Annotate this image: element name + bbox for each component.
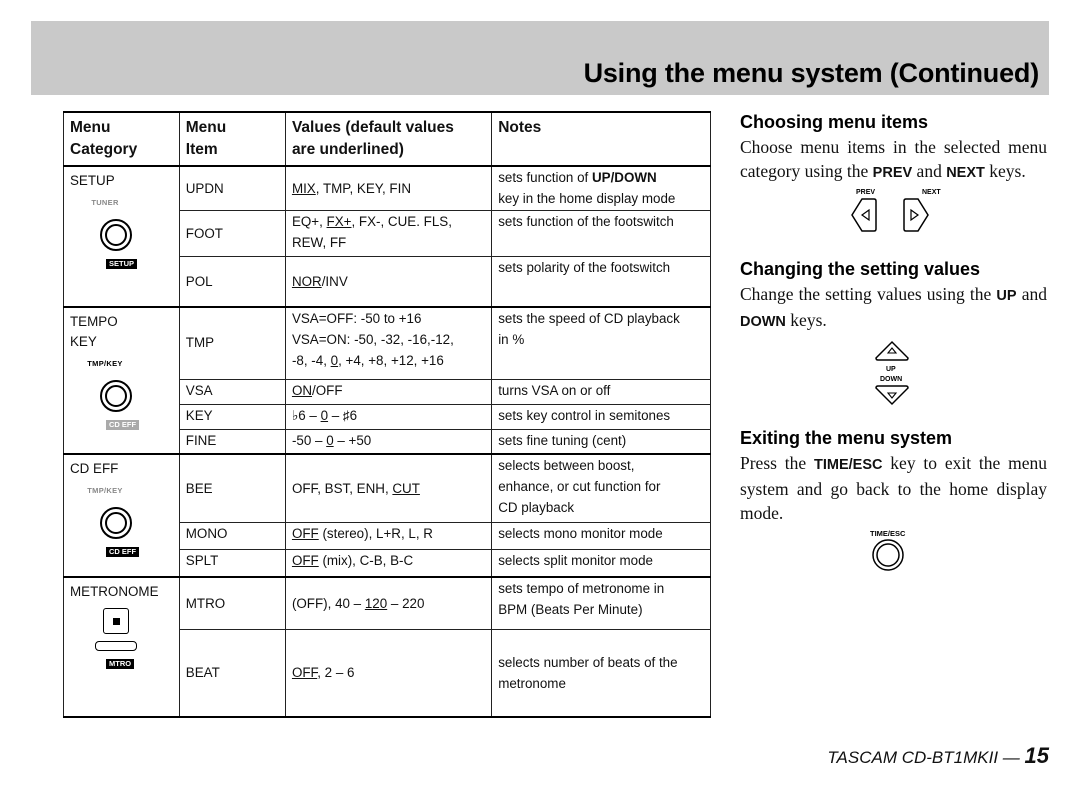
down-label: DOWN [880, 376, 903, 383]
header-bar [31, 21, 1049, 95]
value-bee: OFF, BST, ENH, CUT [285, 454, 491, 522]
metronome-bar-icon [95, 641, 137, 651]
prev-label: PREV [856, 189, 876, 196]
time-esc-button-icon [860, 527, 930, 583]
item-mono: MONO [179, 522, 285, 549]
value-vsa: ON/OFF [285, 379, 491, 404]
value-key: ♭6 – 0 – ♯6 [285, 404, 491, 429]
item-mtro: MTRO [179, 577, 285, 629]
tmp-key-caption-gray: TMP/KEY [87, 486, 123, 495]
note-pol: sets polarity of the footswitch [492, 256, 711, 307]
tmp-key-knob-icon [100, 380, 132, 412]
note-bee: selects between boost, enhance, or cut function for CD playback [492, 454, 711, 522]
table-row [64, 577, 711, 629]
exiting-heading: Exiting the menu system [740, 428, 953, 448]
choosing-heading: Choosing menu items [740, 112, 929, 132]
note-mtro: sets tempo of metronome in BPM (Beats Per Minute) [492, 577, 711, 629]
item-splt: SPLT [179, 549, 285, 577]
note-mono: selects mono monitor mode [492, 522, 711, 549]
choosing-text: Choose menu items in the selected menu category using the PREV and NEXT keys. [740, 137, 1047, 181]
menu-table [63, 111, 711, 718]
value-mtro: (OFF), 40 – 120 – 220 [285, 577, 491, 629]
up-down-buttons-icon [862, 338, 922, 418]
footer-model: TASCAM CD-BT1MKII — [827, 748, 1020, 767]
cd-eff-tag-dark: CD EFF [106, 547, 139, 557]
header-menu-item: Menu Item [179, 112, 285, 166]
header-notes: Notes [492, 112, 711, 166]
value-tmp: VSA=OFF: -50 to +16 VSA=ON: -50, -32, -16,-12, -8, -4, 0, +4, +8, +12, +16 [285, 307, 491, 379]
table-row [64, 166, 711, 210]
changing-text: Change the setting values using the UP and DOWN keys. [740, 284, 1047, 330]
value-fine: -50 – 0 – +50 [285, 429, 491, 454]
value-updn: MIX, TMP, KEY, FIN [285, 166, 491, 210]
value-mono: OFF (stereo), L+R, L, R [285, 522, 491, 549]
header-menu-category: Menu Category [64, 112, 180, 166]
cd-eff-knob-icon [100, 507, 132, 539]
item-beat: BEAT [179, 629, 285, 717]
note-splt: selects split monitor mode [492, 549, 711, 577]
table-row [64, 454, 711, 522]
page-title: Using the menu system (Continued) [583, 58, 1039, 88]
item-tmp: TMP [179, 307, 285, 379]
note-key: sets key control in semitones [492, 404, 711, 429]
item-foot: FOOT [179, 210, 285, 256]
tmp-key-caption: TMP/KEY [87, 359, 123, 368]
value-pol: NOR/INV [285, 256, 491, 307]
item-vsa: VSA [179, 379, 285, 404]
note-updn: sets function of UP/DOWN key in the home display mode [492, 166, 711, 210]
value-splt: OFF (mix), C-B, B-C [285, 549, 491, 577]
value-foot: EQ+, FX+, FX-, CUE. FLS, REW, FF [285, 210, 491, 256]
time-esc-label: TIME/ESC [870, 529, 906, 538]
changing-heading: Changing the setting values [740, 259, 981, 279]
prev-next-buttons-icon [840, 185, 980, 241]
tuner-caption: TUNER [91, 198, 119, 207]
item-bee: BEE [179, 454, 285, 522]
header-values: Values (default values are underlined) [285, 112, 491, 166]
value-beat: OFF, 2 – 6 [285, 629, 491, 717]
category-cd-eff: CD EFF TMP/KEY CD EFF [64, 454, 180, 577]
setup-tag: SETUP [106, 259, 137, 269]
note-tmp: sets the speed of CD playback in % [492, 307, 711, 379]
note-fine: sets fine tuning (cent) [492, 429, 711, 454]
up-label: UP [886, 366, 896, 373]
note-foot: sets function of the footswitch [492, 210, 711, 256]
category-tempo-key: TEMPO KEY TMP/KEY CD EFF [64, 307, 180, 454]
item-key: KEY [179, 404, 285, 429]
next-label: NEXT [922, 189, 941, 196]
item-pol: POL [179, 256, 285, 307]
cd-eff-tag: CD EFF [106, 420, 139, 430]
exiting-text: Press the TIME/ESC key to exit the menu system and go back to the home display mode. [740, 453, 1047, 523]
category-setup: SETUP TUNER SETUP [64, 166, 180, 307]
mtro-tag: MTRO [106, 659, 134, 669]
table-row [64, 307, 711, 379]
page-number: 15 [1024, 743, 1049, 768]
item-fine: FINE [179, 429, 285, 454]
category-metronome: METRONOME MTRO [64, 577, 180, 717]
setup-knob-icon [100, 219, 132, 251]
table-header-row [64, 112, 711, 166]
item-updn: UPDN [179, 166, 285, 210]
note-vsa: turns VSA on or off [492, 379, 711, 404]
metronome-button-icon [103, 608, 129, 634]
page-footer [827, 743, 1049, 769]
right-column [740, 112, 1047, 583]
note-beat: selects number of beats of the metronome [492, 629, 711, 717]
